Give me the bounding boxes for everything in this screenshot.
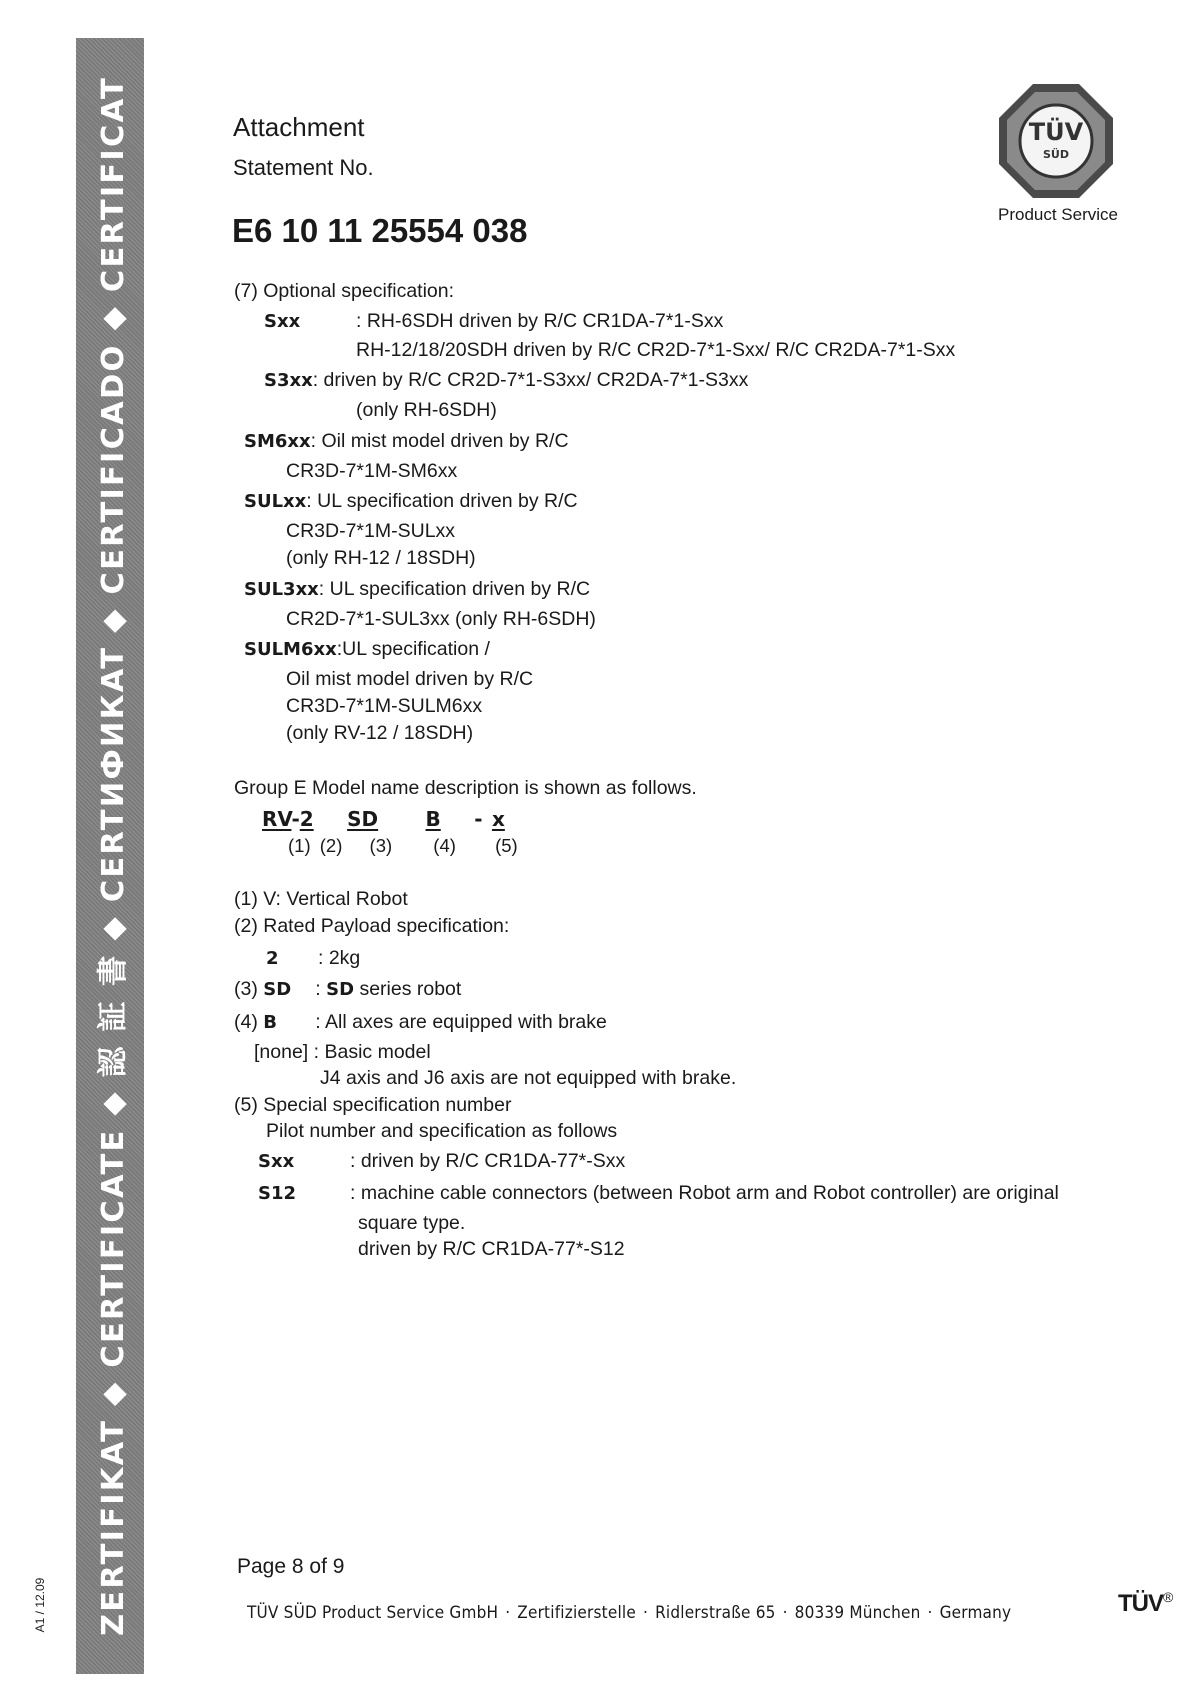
footer-address <box>247 1603 1011 1623</box>
model-code-payload: 2 <box>299 807 314 831</box>
desc-3-code2: SD <box>326 979 355 1000</box>
spec-text: : RH-6SDH driven by R/C CR1DA-7*1-Sxx <box>356 310 724 332</box>
desc-3-prefix: (3) <box>234 978 258 1000</box>
desc-5-s12-line2: square type. <box>358 1212 466 1234</box>
special-text: : driven by R/C CR1DA-77*-Sxx <box>350 1150 626 1172</box>
desc-5-sxx <box>258 1150 625 1173</box>
page-number: Page 8 of 9 <box>237 1555 345 1578</box>
desc-4-none: [none] : Basic model <box>254 1041 431 1063</box>
spec-text: : driven by R/C CR2D-7*1-S3xx/ CR2DA-7*1-S3xx <box>312 369 749 391</box>
desc-4-code: B <box>263 1012 277 1033</box>
index-2: (2) <box>319 835 343 856</box>
footer-street: Ridlerstraße 65 <box>655 1603 776 1623</box>
model-code-dash: - <box>474 807 483 831</box>
footer-separator: · <box>927 1603 933 1623</box>
desc-3-text: series robot <box>359 978 462 1000</box>
spec-sxx <box>264 310 723 333</box>
footer-separator: · <box>643 1603 649 1623</box>
desc-3 <box>234 978 461 1001</box>
spec-sm6xx <box>244 430 569 453</box>
spec-sulm6xx-line3: CR3D-7*1M-SULM6xx <box>286 695 483 717</box>
index-3: (3) <box>369 835 393 856</box>
form-code-text: A1 / 12.09 <box>33 1577 47 1633</box>
certificate-side-stripe <box>76 38 144 1674</box>
special-text: : machine cable connectors (between Robot arm and Robot controller) are original <box>350 1182 1059 1204</box>
special-code: S12 <box>258 1183 297 1204</box>
footer-company: TÜV SÜD Product Service GmbH <box>247 1603 499 1623</box>
desc-4-text: : All axes are equipped with brake <box>315 1011 607 1033</box>
spec-s3xx <box>264 369 748 392</box>
index-1: (1) <box>288 835 311 856</box>
spec-code: SULxx <box>244 491 307 512</box>
desc-5-sub: Pilot number and specification as follows <box>266 1120 618 1142</box>
registered-mark: ® <box>1163 1589 1173 1605</box>
spec-text: : UL specification driven by R/C <box>318 578 591 600</box>
desc-2: (2) Rated Payload specification: <box>234 915 510 937</box>
spec-code: SM6xx <box>244 431 311 452</box>
model-code-brake: B <box>425 807 441 831</box>
spec-sxx-line2: RH-12/18/20SDH driven by R/C CR2D-7*1-Sxx/ R/C CR2DA-7*1-Sxx <box>356 339 956 361</box>
model-code-diagram <box>262 807 505 832</box>
spec-sulxx <box>244 490 578 513</box>
desc-3-colon: : <box>315 978 321 1000</box>
payload-text: : 2kg <box>318 947 361 969</box>
model-code-rv: RV <box>262 807 292 831</box>
desc-3-code: SD <box>263 979 292 1000</box>
certificate-stripe-text: ZERTIFIKAT ◆ CERTIFICATE ◆ 認 証 書 ◆ CERTИФИКAT ◆ CERTIFICADO ◆ CERTIFICAT <box>96 75 131 1637</box>
desc-4-none-detail: J4 axis and J6 axis are not equipped with brake. <box>320 1067 737 1089</box>
spec-code: SUL3xx <box>244 579 319 600</box>
group-e-intro: Group E Model name description is shown as follows. <box>234 777 697 799</box>
spec-text: : Oil mist model driven by R/C <box>310 430 569 452</box>
desc-4 <box>234 1011 607 1034</box>
desc-5-s12-line3: driven by R/C CR1DA-77*-S12 <box>358 1238 625 1260</box>
special-code: Sxx <box>258 1151 295 1172</box>
spec-sulm6xx-line4: (only RV-12 / 18SDH) <box>286 722 474 744</box>
model-code-dash: - <box>291 807 300 831</box>
tuv-mark-text: TÜV <box>1118 1590 1163 1617</box>
spec-code: Sxx <box>264 311 301 332</box>
spec-text: :UL specification / <box>336 638 490 660</box>
document-title: Attachment <box>233 112 365 142</box>
spec-sulxx-line2: CR3D-7*1M-SULxx <box>286 520 456 542</box>
optional-spec-heading: (7) Optional specification: <box>234 280 455 302</box>
logo-subtext: SÜD <box>1043 148 1069 161</box>
footer-country: Germany <box>939 1603 1012 1623</box>
form-code <box>32 1570 48 1640</box>
spec-sm6xx-line2: CR3D-7*1M-SM6xx <box>286 460 458 482</box>
logo-caption: Product Service <box>998 205 1118 224</box>
spec-sulxx-line3: (only RH-12 / 18SDH) <box>286 547 476 569</box>
footer-separator: · <box>782 1603 788 1623</box>
model-code-special: x <box>491 807 505 831</box>
index-5: (5) <box>495 835 518 856</box>
desc-2-value <box>266 947 360 970</box>
desc-5-s12 <box>258 1182 1059 1205</box>
desc-5: (5) Special specification number <box>234 1094 512 1116</box>
footer-separator: · <box>505 1603 511 1623</box>
desc-4-prefix: (4) <box>234 1011 258 1033</box>
tuv-trademark <box>1118 1589 1172 1618</box>
spec-sul3xx <box>244 578 590 601</box>
desc-1: (1) V: Vertical Robot <box>234 888 408 910</box>
spec-code: S3xx <box>264 370 313 391</box>
spec-text: : UL specification driven by R/C <box>306 490 578 512</box>
spec-sulm6xx-line2: Oil mist model driven by R/C <box>286 668 534 690</box>
footer-city: 80339 München <box>794 1603 921 1623</box>
statement-number: E6 10 11 25554 038 <box>232 212 528 249</box>
spec-sul3xx-line2: CR2D-7*1-SUL3xx (only RH-6SDH) <box>286 608 596 630</box>
payload-code: 2 <box>266 948 279 969</box>
spec-sulm6xx <box>244 638 490 661</box>
spec-s3xx-line2: (only RH-6SDH) <box>356 399 497 421</box>
index-4: (4) <box>433 835 456 856</box>
statement-label: Statement No. <box>233 155 374 180</box>
logo-text: TÜV <box>1028 118 1084 146</box>
tuv-sud-logo <box>997 82 1115 200</box>
footer-dept: Zertifizierstelle <box>517 1603 636 1623</box>
model-code-sd: SD <box>347 807 379 831</box>
model-code-indexes <box>288 835 518 857</box>
spec-code: SULM6xx <box>244 639 337 660</box>
